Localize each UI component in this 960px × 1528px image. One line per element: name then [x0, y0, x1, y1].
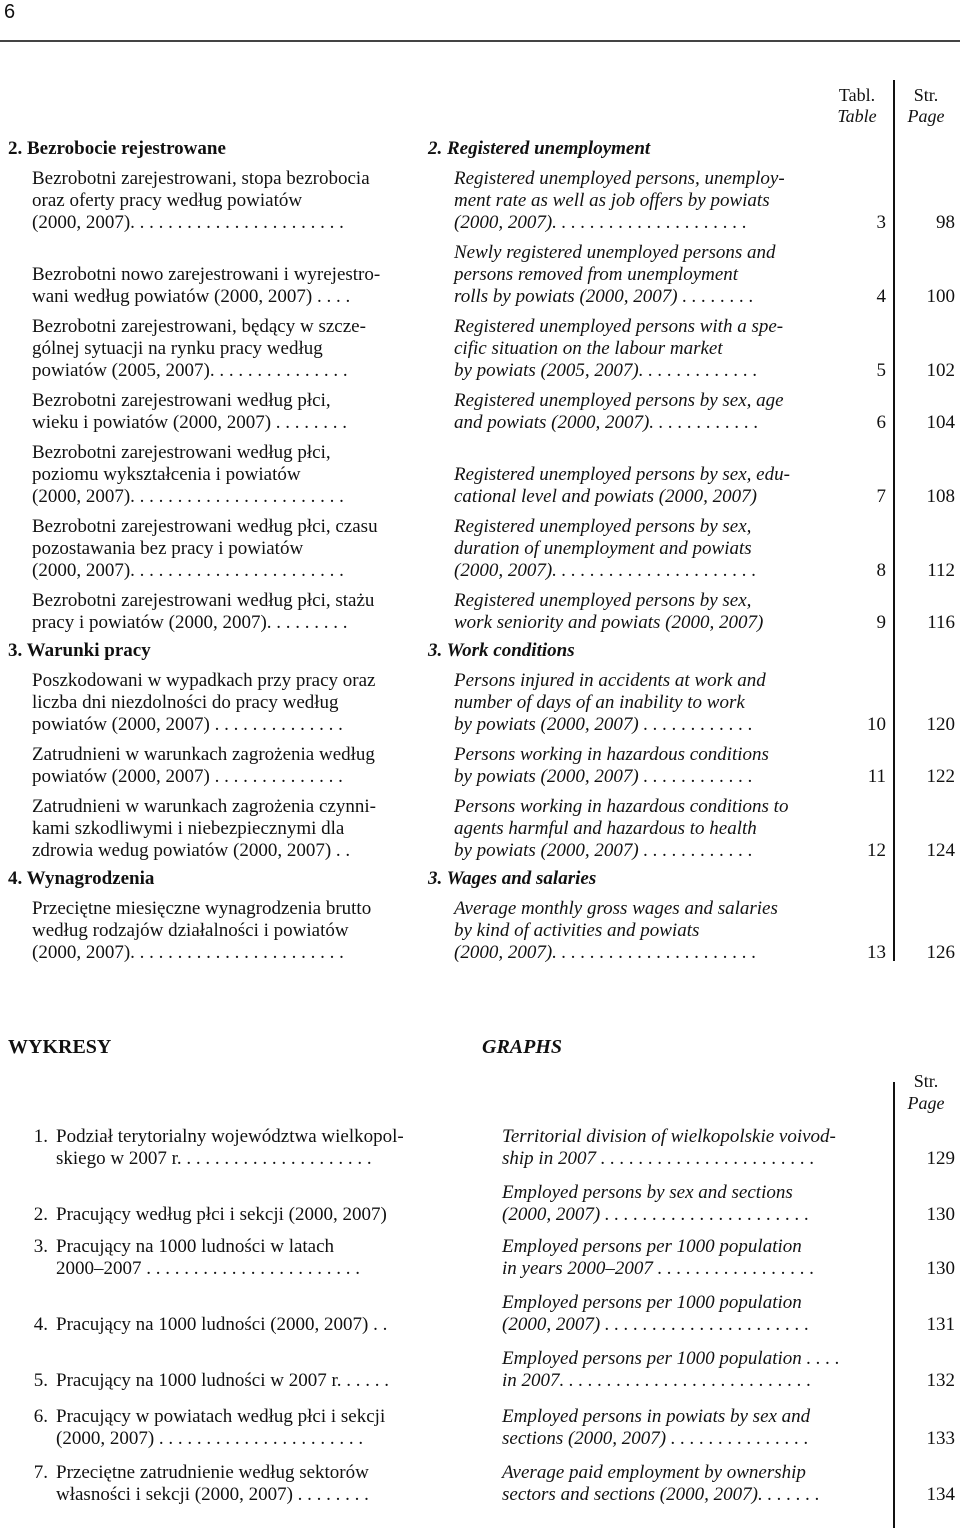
graph-number: 1.	[33, 1126, 48, 1147]
section-heading-pl: 4. Wynagrodzenia	[8, 868, 155, 889]
graph-number: 5.	[33, 1370, 48, 1391]
table-number: 5	[876, 360, 886, 381]
header-rule	[0, 40, 960, 42]
entry-title-pl: Bezrobotni zarejestrowani według płci, czasu pozostawania bez pracy i powiatów (2000, 2007). . . . . . . . . . . . . . . . . . . . . . .	[32, 516, 378, 581]
table-number: 7	[876, 486, 886, 507]
column-header-page-pl: Str.	[913, 85, 939, 105]
page-number-ref: 129	[926, 1148, 955, 1169]
tables-contents	[0, 80, 960, 980]
entry-title-pl: Bezrobotni zarejestrowani, będący w szcze- gólnej sytuacji na rynku pracy według powiatów (2005, 2007). . . . . . . . . . . . . . .	[32, 316, 366, 381]
graph-title-en: Employed persons per 1000 population (2000, 2007) . . . . . . . . . . . . . . . . . . . . . .	[502, 1292, 810, 1335]
page-number-ref: 120	[926, 714, 955, 735]
graph-title-en: Employed persons in powiats by sex and sections (2000, 2007) . . . . . . . . . . . . . . .	[502, 1406, 811, 1449]
page-number-ref: 100	[926, 286, 955, 307]
table-number: 13	[867, 942, 886, 963]
entry-title-en: Newly registered unemployed persons and persons removed from unemployment rolls by powiats (2000, 2007) . . . . . . . .	[454, 242, 776, 307]
table-number: 10	[867, 714, 886, 735]
section-heading-pl: 3. Warunki pracy	[8, 640, 151, 661]
graphs-heading-pl: WYKRESY	[8, 1036, 112, 1058]
graph-title-pl: Pracujący na 1000 ludności w 2007 r. . . . . .	[56, 1370, 389, 1391]
column-header-page-en: Page	[907, 106, 945, 126]
column-divider	[893, 1082, 895, 1528]
column-divider	[893, 80, 895, 961]
page-number-ref: 132	[926, 1370, 955, 1391]
page-number-ref: 108	[926, 486, 955, 507]
graph-number: 2.	[33, 1204, 48, 1225]
graph-title-pl: Pracujący na 1000 ludności (2000, 2007) . .	[56, 1314, 388, 1335]
entry-title-pl: Bezrobotni nowo zarejestrowani i wyrejestro- wani według powiatów (2000, 2007) . . . .	[32, 264, 381, 307]
column-header-page	[897, 85, 955, 127]
table-number: 12	[867, 840, 886, 861]
graph-number: 7.	[33, 1462, 48, 1483]
entry-title-en: Registered unemployed persons, unemploy- ment rate as well as job offers by powiats (2000, 2007). . . . . . . . . . . . . . . . . . . . .	[454, 168, 785, 233]
entry-title-pl: Zatrudnieni w warunkach zagrożenia czynni- kami szkodliwymi i niebezpiecznymi dla zdrowia wedug powiatów (2000, 2007) . .	[32, 796, 376, 861]
entry-title-pl: Bezrobotni zarejestrowani według płci, wieku i powiatów (2000, 2007) . . . . . . . .	[32, 390, 348, 433]
entry-title-en: Registered unemployed persons by sex, age and powiats (2000, 2007). . . . . . . . . . . .	[454, 390, 784, 433]
entry-title-pl: Bezrobotni zarejestrowani według płci, poziomu wykształcenia i powiatów (2000, 2007). . . . . . . . . . . . . . . . . . . . . . .	[32, 442, 344, 507]
entry-title-pl: Poszkodowani w wypadkach przy pracy oraz liczba dni niezdolności do pracy według powiatów (2000, 2007) . . . . . . . . . . . . . .	[32, 670, 376, 735]
graph-number: 4.	[33, 1314, 48, 1335]
column-header-table	[826, 85, 888, 127]
entry-title-en: Persons working in hazardous conditions to agents harmful and hazardous to health by powiats (2000, 2007) . . . . . . . . . . . .	[454, 796, 789, 861]
entry-title-en: Registered unemployed persons with a spe- cific situation on the labour market by powiats (2005, 2007). . . . . . . . . . . . .	[454, 316, 784, 381]
entry-title-pl: Bezrobotni zarejestrowani, stopa bezrobocia oraz oferty pracy według powiatów (2000, 2007). . . . . . . . . . . . . . . . . . . . . . .	[32, 168, 370, 233]
column-header-table-pl: Tabl.	[838, 85, 876, 105]
entry-title-en: Persons working in hazardous conditions by powiats (2000, 2007) . . . . . . . . . . . .	[454, 744, 769, 787]
page-number: 6	[4, 1, 16, 23]
entry-title-en: Registered unemployed persons by sex, work seniority and powiats (2000, 2007)	[454, 590, 764, 633]
page-number-ref: 124	[926, 840, 955, 861]
graphs-column-header-page	[897, 1070, 955, 1114]
graphs-column-header-page-en: Page	[907, 1093, 945, 1113]
page-number-ref: 131	[926, 1314, 955, 1335]
graph-title-en: Average paid employment by ownership sectors and sections (2000, 2007). . . . . . .	[502, 1462, 820, 1505]
graphs-heading-en: GRAPHS	[482, 1036, 563, 1058]
section-heading-en: 3. Wages and salaries	[428, 868, 597, 889]
section-heading-pl: 2. Bezrobocie rejestrowane	[8, 138, 226, 159]
graph-title-pl: Pracujący w powiatach według płci i sekcji (2000, 2007) . . . . . . . . . . . . . . . . . . . . . .	[56, 1406, 386, 1449]
table-number: 11	[867, 766, 886, 787]
graph-title-pl: Pracujący na 1000 ludności w latach 2000–2007 . . . . . . . . . . . . . . . . . . . . . . .	[56, 1236, 360, 1279]
page-number-ref: 133	[926, 1428, 955, 1449]
page-number-ref: 122	[926, 766, 955, 787]
entry-title-pl: Zatrudnieni w warunkach zagrożenia według powiatów (2000, 2007) . . . . . . . . . . . . . .	[32, 744, 375, 787]
graph-title-en: Employed persons per 1000 population in years 2000–2007 . . . . . . . . . . . . . . . . .	[502, 1236, 815, 1279]
graph-number: 3.	[33, 1236, 48, 1257]
table-number: 3	[876, 212, 886, 233]
table-number: 9	[876, 612, 886, 633]
table-number: 6	[876, 412, 886, 433]
entry-title-en: Average monthly gross wages and salaries by kind of activities and powiats (2000, 2007). . . . . . . . . . . . . . . . . . . . . .	[454, 898, 778, 963]
page-number-ref: 134	[926, 1484, 955, 1505]
graphs-contents	[0, 1030, 960, 1508]
page-number-ref: 102	[926, 360, 955, 381]
graphs-column-header-page-pl: Str.	[913, 1071, 939, 1091]
entry-title-en: Registered unemployed persons by sex, duration of unemployment and powiats (2000, 2007). . . . . . . . . . . . . . . . . . . . . .	[454, 516, 757, 581]
page-number-ref: 112	[927, 560, 955, 581]
page-number-ref: 130	[926, 1204, 955, 1225]
graph-title-pl: Pracujący według płci i sekcji (2000, 2007)	[56, 1204, 387, 1225]
section-heading-en: 3. Work conditions	[428, 640, 575, 661]
page-number-ref: 116	[927, 612, 955, 633]
entry-title-pl: Przeciętne miesięczne wynagrodzenia brutto według rodzajów działalności i powiatów (2000, 2007). . . . . . . . . . . . . . . . . . . . . . .	[32, 898, 372, 963]
graph-title-en: Employed persons by sex and sections (2000, 2007) . . . . . . . . . . . . . . . . . . . . . .	[502, 1182, 810, 1225]
page-number-ref: 126	[926, 942, 955, 963]
graph-title-pl: Przeciętne zatrudnienie według sektorów własności i sekcji (2000, 2007) . . . . . . . .	[56, 1462, 369, 1505]
table-number: 4	[876, 286, 886, 307]
entry-title-pl: Bezrobotni zarejestrowani według płci, stażu pracy i powiatów (2000, 2007). . . . . . . . .	[32, 590, 375, 633]
column-header-table-en: Table	[837, 106, 877, 126]
section-heading-en: 2. Registered unemployment	[428, 138, 651, 159]
graph-number: 6.	[33, 1406, 48, 1427]
entry-title-en: Persons injured in accidents at work and number of days of an inability to work by powiats (2000, 2007) . . . . . . . . . . . .	[454, 670, 766, 735]
entry-title-en: Registered unemployed persons by sex, edu- cational level and powiats (2000, 2007)	[454, 464, 790, 507]
page-number-ref: 98	[936, 212, 955, 233]
page-number-ref: 104	[926, 412, 955, 433]
graph-title-en: Employed persons per 1000 population . . . . in 2007. . . . . . . . . . . . . . . . . . . . . . . . . . .	[502, 1348, 840, 1391]
page-number-ref: 130	[926, 1258, 955, 1279]
graph-title-en: Territorial division of wielkopolskie voivod- ship in 2007 . . . . . . . . . . . . . . . . . . . . . . .	[502, 1126, 836, 1169]
graph-title-pl: Podział terytorialny województwa wielkopol- skiego w 2007 r. . . . . . . . . . . . . . . . . . . . .	[56, 1126, 404, 1169]
table-number: 8	[876, 560, 886, 581]
